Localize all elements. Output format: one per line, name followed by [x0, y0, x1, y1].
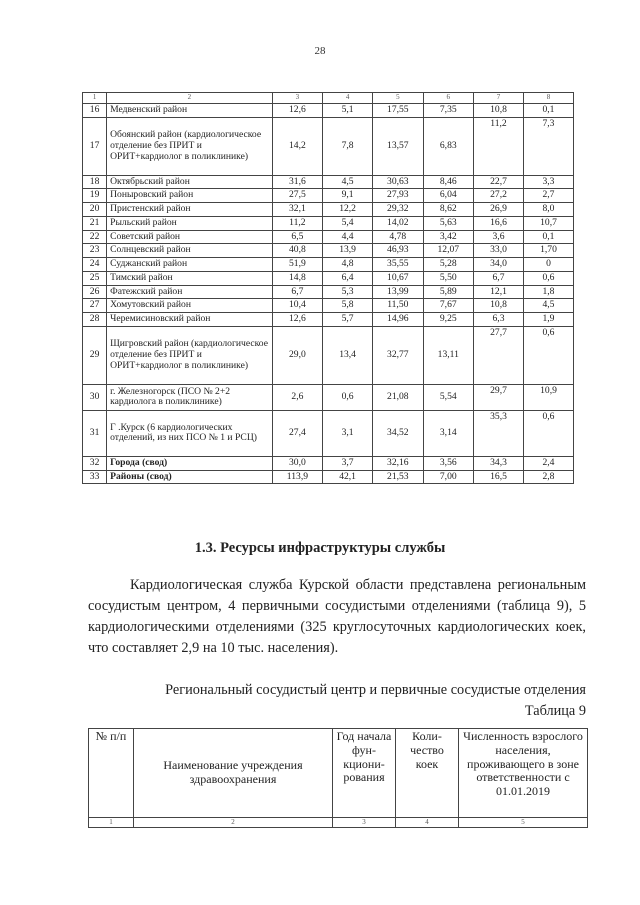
row-number: 26	[83, 285, 107, 299]
value-cell: 40,8	[272, 244, 322, 258]
table9-caption	[88, 680, 586, 722]
value-cell: 32,16	[373, 456, 423, 470]
row-number: 17	[83, 117, 107, 175]
value-cell: 0,1	[523, 230, 573, 244]
district-name: Октябрьский район	[107, 175, 273, 189]
column-number: 1	[83, 93, 107, 104]
value-cell: 1,9	[523, 313, 573, 327]
page-number: 28	[314, 45, 326, 57]
value-cell: 34,3	[474, 456, 524, 470]
table-row	[83, 189, 574, 203]
value-cell: 3,1	[323, 410, 373, 456]
value-cell: 7,35	[423, 104, 473, 118]
value-cell: 29,7	[474, 384, 524, 410]
value-cell: 11,50	[373, 299, 423, 313]
value-cell: 12,6	[272, 104, 322, 118]
table-row	[83, 104, 574, 118]
value-cell: 10,8	[474, 104, 524, 118]
header-name: Наименование учреждения здравоохранения	[134, 729, 333, 818]
value-cell: 34,0	[474, 258, 524, 272]
value-cell: 6,7	[474, 271, 524, 285]
value-cell: 2,4	[523, 456, 573, 470]
district-name: Медвенский район	[107, 104, 273, 118]
row-number: 24	[83, 258, 107, 272]
district-name: Поныровский район	[107, 189, 273, 203]
value-cell: 5,1	[323, 104, 373, 118]
value-cell: 13,99	[373, 285, 423, 299]
value-cell: 14,2	[272, 117, 322, 175]
value-cell: 30,63	[373, 175, 423, 189]
value-cell: 3,14	[423, 410, 473, 456]
row-number: 29	[83, 326, 107, 384]
colnum: 4	[396, 818, 459, 828]
value-cell: 34,52	[373, 410, 423, 456]
value-cell: 4,5	[323, 175, 373, 189]
value-cell: 9,25	[423, 313, 473, 327]
value-cell: 16,5	[474, 470, 524, 484]
value-cell: 13,11	[423, 326, 473, 384]
value-cell: 5,28	[423, 258, 473, 272]
value-cell: 35,3	[474, 410, 524, 456]
value-cell: 0,6	[323, 384, 373, 410]
value-cell: 6,04	[423, 189, 473, 203]
value-cell: 12,07	[423, 244, 473, 258]
table-row	[83, 384, 574, 410]
value-cell: 10,7	[523, 216, 573, 230]
value-cell: 26,9	[474, 203, 524, 217]
table-row	[83, 470, 574, 484]
value-cell: 0,6	[523, 326, 573, 384]
value-cell: 12,6	[272, 313, 322, 327]
value-cell: 8,62	[423, 203, 473, 217]
row-number: 16	[83, 104, 107, 118]
value-cell: 4,4	[323, 230, 373, 244]
vascular-centers-table	[88, 728, 588, 828]
value-cell: 29,32	[373, 203, 423, 217]
value-cell: 29,0	[272, 326, 322, 384]
value-cell: 27,4	[272, 410, 322, 456]
value-cell: 10,4	[272, 299, 322, 313]
value-cell: 27,5	[272, 189, 322, 203]
value-cell: 11,2	[474, 117, 524, 175]
table-row	[83, 285, 574, 299]
column-number: 2	[107, 93, 273, 104]
value-cell: 17,55	[373, 104, 423, 118]
value-cell: 27,7	[474, 326, 524, 384]
row-number: 28	[83, 313, 107, 327]
district-name: Города (свод)	[107, 456, 273, 470]
table-row	[83, 203, 574, 217]
value-cell: 8,46	[423, 175, 473, 189]
header-num: № п/п	[89, 729, 134, 818]
value-cell: 0,6	[523, 271, 573, 285]
column-number: 8	[523, 93, 573, 104]
district-name: Пристенский район	[107, 203, 273, 217]
value-cell: 6,3	[474, 313, 524, 327]
table-row	[83, 175, 574, 189]
value-cell: 0	[523, 258, 573, 272]
value-cell: 5,89	[423, 285, 473, 299]
value-cell: 5,7	[323, 313, 373, 327]
value-cell: 5,63	[423, 216, 473, 230]
value-cell: 3,6	[474, 230, 524, 244]
value-cell: 5,50	[423, 271, 473, 285]
row-number: 19	[83, 189, 107, 203]
value-cell: 113,9	[272, 470, 322, 484]
value-cell: 12,1	[474, 285, 524, 299]
value-cell: 6,4	[323, 271, 373, 285]
district-name: Суджанский район	[107, 258, 273, 272]
value-cell: 4,78	[373, 230, 423, 244]
column-number: 7	[474, 93, 524, 104]
value-cell: 27,93	[373, 189, 423, 203]
table-row	[83, 216, 574, 230]
table9-caption-title: Региональный сосудистый центр и первичные сосудистые отделения	[165, 682, 586, 698]
district-name: Рыльский район	[107, 216, 273, 230]
table9-column-numbers	[89, 818, 588, 828]
value-cell: 5,8	[323, 299, 373, 313]
row-number: 20	[83, 203, 107, 217]
district-statistics-table	[82, 92, 574, 484]
header-population: Численность взрослого населения, проживающего в зоне ответственности с 01.01.2019	[459, 729, 588, 818]
value-cell: 2,8	[523, 470, 573, 484]
header-year: Год начала фун-кциони-рования	[333, 729, 396, 818]
colnum: 1	[89, 818, 134, 828]
value-cell: 32,1	[272, 203, 322, 217]
header-beds: Коли-чество коек	[396, 729, 459, 818]
colnum: 2	[134, 818, 333, 828]
district-name: г. Железногорск (ПСО № 2+2 кардиолога в поликлинике)	[107, 384, 273, 410]
value-cell: 2,7	[523, 189, 573, 203]
value-cell: 5,4	[323, 216, 373, 230]
value-cell: 22,7	[474, 175, 524, 189]
value-cell: 3,42	[423, 230, 473, 244]
district-name: Обоянский район (кардиологическое отделение без ПРИТ и ОРИТ+кардиолог в поликлинике)	[107, 117, 273, 175]
section-title: 1.3. Ресурсы инфраструктуры службы	[194, 540, 446, 556]
value-cell: 2,6	[272, 384, 322, 410]
value-cell: 0,6	[523, 410, 573, 456]
value-cell: 12,2	[323, 203, 373, 217]
value-cell: 10,67	[373, 271, 423, 285]
value-cell: 7,8	[323, 117, 373, 175]
column-number: 4	[323, 93, 373, 104]
table-column-numbers	[83, 93, 574, 104]
table-row	[83, 299, 574, 313]
district-name: Советский район	[107, 230, 273, 244]
value-cell: 51,9	[272, 258, 322, 272]
value-cell: 27,2	[474, 189, 524, 203]
value-cell: 30,0	[272, 456, 322, 470]
value-cell: 31,6	[272, 175, 322, 189]
column-number: 6	[423, 93, 473, 104]
table-row	[83, 456, 574, 470]
table-row	[83, 258, 574, 272]
value-cell: 3,56	[423, 456, 473, 470]
row-number: 27	[83, 299, 107, 313]
row-number: 21	[83, 216, 107, 230]
section-paragraph: Кардиологическая служба Курской области представлена региональным сосудистым центром, 4 первичными сосудистыми отделениями (таблица 9), 5 кардиологическими отделениями (325 круглосуточных кардиологических коек, что составляет 2,9 на 10 тыс. населения).	[88, 577, 586, 656]
value-cell: 6,83	[423, 117, 473, 175]
value-cell: 6,7	[272, 285, 322, 299]
table9-header-row	[89, 729, 588, 818]
table-row	[83, 230, 574, 244]
value-cell: 9,1	[323, 189, 373, 203]
value-cell: 14,96	[373, 313, 423, 327]
value-cell: 14,8	[272, 271, 322, 285]
district-name: Солнцевский район	[107, 244, 273, 258]
value-cell: 4,5	[523, 299, 573, 313]
district-name: Тимский район	[107, 271, 273, 285]
value-cell: 7,00	[423, 470, 473, 484]
district-name: Фатежский район	[107, 285, 273, 299]
value-cell: 10,8	[474, 299, 524, 313]
value-cell: 13,4	[323, 326, 373, 384]
district-name: Черемисиновский район	[107, 313, 273, 327]
colnum: 5	[459, 818, 588, 828]
value-cell: 5,54	[423, 384, 473, 410]
value-cell: 33,0	[474, 244, 524, 258]
value-cell: 8,0	[523, 203, 573, 217]
colnum: 3	[333, 818, 396, 828]
district-name: Г .Курск (6 кардиологических отделений, из них ПСО № 1 и РСЦ)	[107, 410, 273, 456]
table-row	[83, 326, 574, 384]
table-row	[83, 313, 574, 327]
value-cell: 1,8	[523, 285, 573, 299]
row-number: 30	[83, 384, 107, 410]
value-cell: 3,3	[523, 175, 573, 189]
table-row	[83, 271, 574, 285]
value-cell: 21,08	[373, 384, 423, 410]
value-cell: 7,3	[523, 117, 573, 175]
district-name: Щигровский район (кардиологическое отделение без ПРИТ и ОРИТ+кардиолог в поликлинике)	[107, 326, 273, 384]
table-row	[83, 117, 574, 175]
table9-caption-number: Таблица 9	[524, 703, 586, 719]
column-number: 3	[272, 93, 322, 104]
value-cell: 21,53	[373, 470, 423, 484]
value-cell: 1,70	[523, 244, 573, 258]
value-cell: 46,93	[373, 244, 423, 258]
row-number: 31	[83, 410, 107, 456]
value-cell: 16,6	[474, 216, 524, 230]
value-cell: 35,55	[373, 258, 423, 272]
value-cell: 32,77	[373, 326, 423, 384]
value-cell: 14,02	[373, 216, 423, 230]
row-number: 33	[83, 470, 107, 484]
value-cell: 13,9	[323, 244, 373, 258]
value-cell: 6,5	[272, 230, 322, 244]
value-cell: 42,1	[323, 470, 373, 484]
value-cell: 11,2	[272, 216, 322, 230]
table-row	[83, 410, 574, 456]
table-row	[83, 244, 574, 258]
district-name: Районы (свод)	[107, 470, 273, 484]
value-cell: 0,1	[523, 104, 573, 118]
value-cell: 13,57	[373, 117, 423, 175]
row-number: 18	[83, 175, 107, 189]
column-number: 5	[373, 93, 423, 104]
row-number: 25	[83, 271, 107, 285]
row-number: 23	[83, 244, 107, 258]
value-cell: 7,67	[423, 299, 473, 313]
value-cell: 4,8	[323, 258, 373, 272]
value-cell: 5,3	[323, 285, 373, 299]
row-number: 32	[83, 456, 107, 470]
value-cell: 3,7	[323, 456, 373, 470]
district-name: Хомутовский район	[107, 299, 273, 313]
row-number: 22	[83, 230, 107, 244]
value-cell: 10,9	[523, 384, 573, 410]
